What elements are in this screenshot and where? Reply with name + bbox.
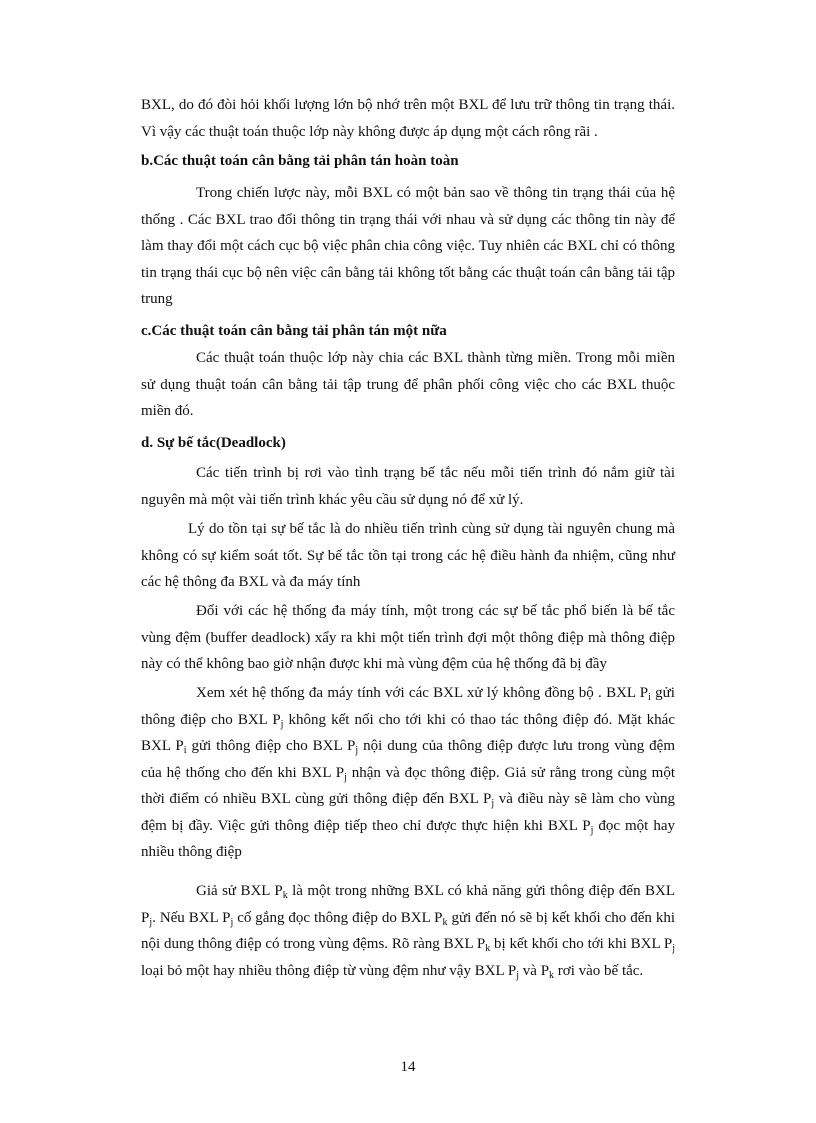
paragraph-async-message-example: Xem xét hệ thống đa máy tính với các BXL xử lý không đồng bộ . BXL $P_i$ gửi thông điệp cho BXL $P_j$ không kết nối cho tới khi có thao tác thông điệp đó. Mặt khác BXL $P_i$ gửi thông điệp cho BXL $P_j$ nội dung của thông điệp được lưu trong vùng đệm của hệ thống cho đến khi BXL $P_j$ nhận và đọc thông điệp. Giả sử rằng trong cùng một thời điểm có nhiều BXL cùng gửi thông điệp đến BXL $P_j$ và điều này sẽ làm cho vùng đệm bị đầy. Việc gửi thông điệp tiếp theo chỉ được thực hiện khi BXL $P_j$ đọc một hay nhiều thông điệp [141,685,676,860]
paragraph-deadlock-reason: Lý do tồn tại sự bế tắc là do nhiều tiến trình cùng sử dụng tài nguyên chung mà không có sự kiểm soát tốt. Sự bế tắc tồn tại trong các hệ điều hành đa nhiệm, cũng như các hệ thông đa BXL và đa máy tính [141,521,675,590]
heading-deadlock: d. Sự bế tắc(Deadlock) [141,435,286,451]
paragraph-buffer-deadlock: Đối với các hệ thống đa máy tính, một trong các sự bế tắc phổ biến là bế tắc vùng đệm (buffer deadlock) xẩy ra khi một tiến trình đợi một thông điệp mà thông điệp này có thể không bao giờ nhận được khi mà vùng đệm của hệ thống đã bị đầy [141,603,675,672]
paragraph-deadlock-scenario: Giả sử BXL $P_k$ là một trong những BXL có khả năng gửi thông điệp đến BXL $P_j$. Nếu BXL $P_j$ cố gắng đọc thông điệp do BXL $P_k$ gửi đến nó sẽ bị kết khối cho đến khi nội dung thông điệp có trong vùng đệms. Rõ ràng BXL $P_k$ bị kết khối cho tới khi BXL $P_j$ loại bỏ một hay nhiều thông điệp từ vùng đệm như vậy BXL $P_j$ và $P_k$ rơi vào bế tắc. [141,883,675,981]
paragraph-centralized-continuation: BXL, do đó đòi hỏi khối lượng lớn bộ nhớ trên một BXL để lưu trữ thông tin trạng thái. Vì vậy các thuật toán thuộc lớp này không được áp dụng một cách rông rãi . [141,97,675,140]
heading-semi-distributed: c.Các thuật toán cân bằng tải phân tán một nữa [141,323,447,339]
paragraph-semi-distributed: Các thuật toán thuộc lớp này chia các BXL thành từng miền. Trong mỗi miền sử dụng thuật toán cân bằng tải tập trung để phân phối công việc cho các BXL thuộc miền đó. [141,350,675,419]
heading-fully-distributed: b.Các thuật toán cân bằng tải phân tán hoàn toàn [141,153,459,169]
page-number: 14 [400,1059,416,1075]
paragraph-fully-distributed: Trong chiến lược này, mỗi BXL có một bản sao về thông tin trạng thái của hệ thống . Các BXL trao đổi thông tin trạng thái với nhau và sử dụng các thông tin này để làm thay đổi một cách cục bộ việc phân chia công việc. Tuy nhiên các BXL chỉ có thông tin trạng thái cục bộ nên việc cân bằng tải không tốt bằng các thuật toán cân bằng tải tập trung [141,185,675,307]
paragraph-deadlock-definition: Các tiến trình bị rơi vào tình trạng bế tắc nếu mỗi tiến trình đó nắm giữ tài nguyên mà một vài tiến trình khác yêu cầu sử dụng nó để xử lý. [141,465,675,508]
